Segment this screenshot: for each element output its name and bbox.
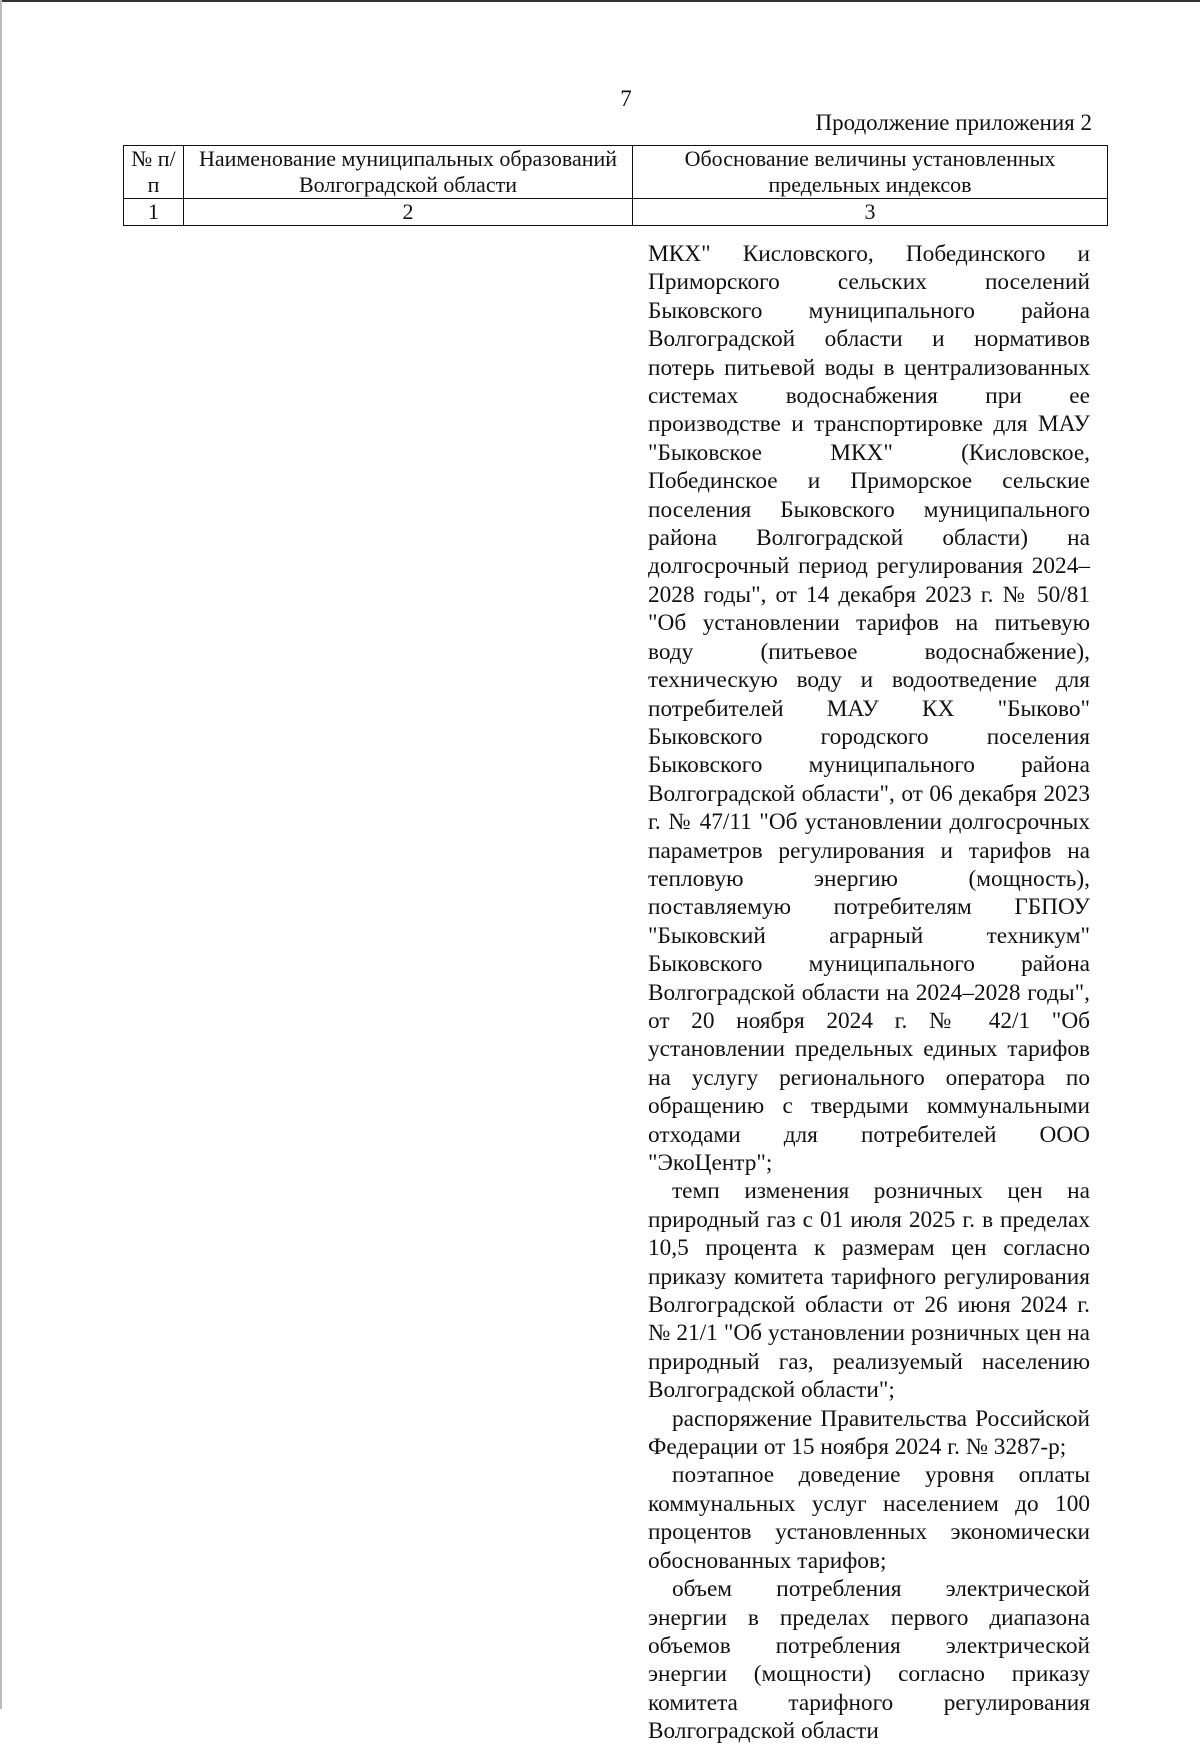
header-table: [123, 145, 1108, 226]
paragraph: распоряжение Правительства Российской Федерации от 15 ноября 2024 г. № 3287-р;: [648, 1405, 1090, 1461]
scan-edge-left: [0, 0, 2, 1709]
continuation-label: Продолжение приложения 2: [815, 110, 1092, 135]
paragraph: поэтапное доведение уровня оплаты коммунальных услуг населением до 100 процентов установленных экономически обоснованных тарифов;: [648, 1462, 1090, 1574]
justification-text: [648, 240, 1090, 1746]
column-number-2: 2: [184, 199, 633, 226]
header-cell-number: № п/п: [124, 146, 184, 199]
paragraph: темп изменения розничных цен на природный газ с 01 июля 2025 г. в пределах 10,5 процента к размерам цен согласно приказу комитета тарифного регулирования Волгоградской области от 26 июня 2024 г. № 21/1 "Об установлении розничных цен на природный газ, реализуемый населению Волгоградской области";: [648, 1178, 1090, 1404]
column-number-1: 1: [124, 199, 184, 226]
table-header-row: [124, 146, 1108, 199]
scan-edge-top: [0, 0, 1200, 2]
column-number-3: 3: [633, 199, 1108, 226]
header-cell-municipality: Наименование муниципальных образований Волгоградской области: [184, 146, 633, 199]
paragraph: МКХ" Кисловского, Побединского и Приморского сельских поселений Быковского муниципального района Волгоградской области и нормативов потерь питьевой воды в централизованных системах водоснабжения при ее производстве и транспортировке для МАУ "Быковское МКХ" (Кисловское, Побединское и Приморское сельские поселения Быковского муниципального района Волгоградской области) на долгосрочный период регулирования 2024–2028 годы", от 14 декабря 2023 г. № 50/81 "Об установлении тарифов на питьевую воду (питьевое водоснабжение), техническую воду и водоотведение для потребителей МАУ КХ "Быково" Быковского городского поселения Быковского муниципального района Волгоградской области", от 06 декабря 2023 г. № 47/11 "Об установлении долгосрочных параметров регулирования и тарифов на тепловую энергию (мощность), поставляемую потребителям ГБПОУ "Быковский аграрный техникум" Быковского муниципального района Волгоградской области на 2024–2028 годы", от 20 ноября 2024 г. № 42/1 "Об установлении предельных единых тарифов на услугу регионального оператора по обращению с твердыми коммунальными отходами для потребителей ООО "ЭкоЦентр";: [648, 241, 1090, 1176]
page-number: 7: [620, 86, 632, 111]
paragraph: объем потребления электрической энергии в пределах первого диапазона объемов потребления электрической энергии (мощности) согласно приказу комитета тарифного регулирования Волгоградской области: [648, 1576, 1090, 1745]
table-column-numbers-row: [124, 199, 1108, 226]
header-cell-justification: Обоснование величины установленных предельных индексов: [633, 146, 1108, 199]
